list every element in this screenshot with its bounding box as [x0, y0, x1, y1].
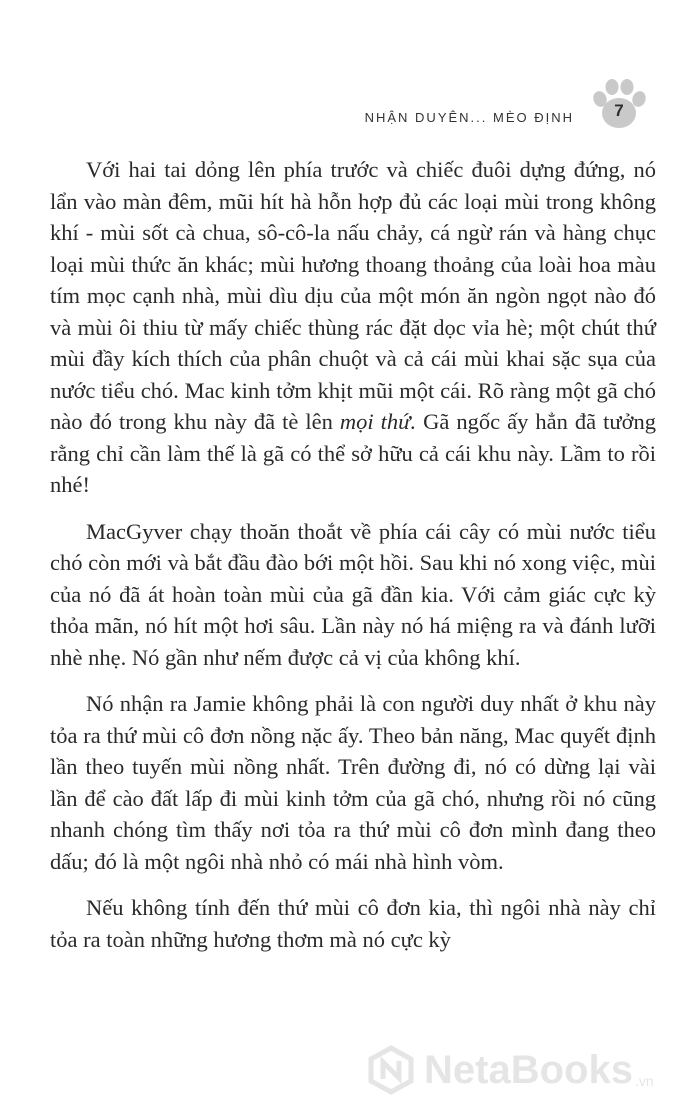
paw-print-icon — [588, 77, 650, 139]
paragraph-4: Nếu không tính đến thứ mùi cô đơn kia, thì ngôi nhà này chỉ tỏa ra toàn những hương thơm mà nó cực kỳ — [50, 895, 656, 952]
watermark-brand: NetaBooks — [424, 1047, 633, 1092]
netabooks-logo-icon — [366, 1045, 416, 1095]
paragraph-1-text: Với hai tai dỏng lên phía trước và chiếc đuôi dựng đứng, nó lẩn vào màn đêm, mũi hít hà hỗn hợp đủ các loại mùi trong không khí - mùi sốt cà chua, sô-cô-la nấu chảy, cá ngừ rán và hàng chục loại mùi thức ăn khác; mùi hương thoang thoảng của loài hoa màu tím mọc cạnh nhà, mùi dìu dịu của một món ăn ngòn ngọt nào đó và mùi ôi thiu từ mấy chiếc thùng rác đặt dọc vỉa hè; một chút thứ mùi đầy kích thích của phân chuột và cả cái mùi khai sặc sụa của nước tiểu chó. Mac kinh tởm khịt mũi một cái. Rõ ràng một gã chó nào đó trong khu này đã tè lên — [50, 157, 656, 434]
watermark-suffix: .vn — [634, 1073, 654, 1089]
body-text — [50, 154, 656, 970]
paragraph-1-text-end: Gã ngốc ấy hẳn đã tưởng rằng chỉ cần làm thế là gã có thể sở hữu cả cái khu này. Lầm to rồi nhé! — [50, 409, 657, 497]
page-number: 7 — [614, 101, 624, 120]
watermark — [366, 1040, 696, 1100]
paragraph-3: Nó nhận ra Jamie không phải là con người duy nhất ở khu này tỏa ra thứ mùi cô đơn nồng nặc ấy. Theo bản năng, Mac quyết định lần theo tuyến mùi nồng nhất. Trên đường đi, nó có dừng lại vài lần để cào đất lấp đi mùi kinh tởm của gã chó, nhưng rồi nó cũng nhanh chóng tìm thấy nơi tỏa ra thứ mùi cô đơn mình đang theo dấu; đó là một ngôi nhà nhỏ có mái nhà hình vòm. — [50, 691, 656, 874]
running-title: NHẬN DUYÊN... MÈO ĐỊNH — [364, 109, 574, 125]
page-header — [365, 80, 650, 136]
paragraph-1 — [50, 154, 656, 501]
emphasis-text: mọi thứ. — [339, 409, 417, 434]
paragraph-2: MacGyver chạy thoăn thoắt về phía cái cây có mùi nước tiểu chó còn mới và bắt đầu đào bới một hồi. Sau khi nó xong việc, mùi của nó đã át hoàn toàn mùi của gã đần kia. Với cảm giác cực kỳ thỏa mãn, nó hít một hơi sâu. Lần này nó há miệng ra và đánh lưỡi nhè nhẹ. Nó gần như nếm được cả vị của không khí. — [50, 518, 656, 670]
